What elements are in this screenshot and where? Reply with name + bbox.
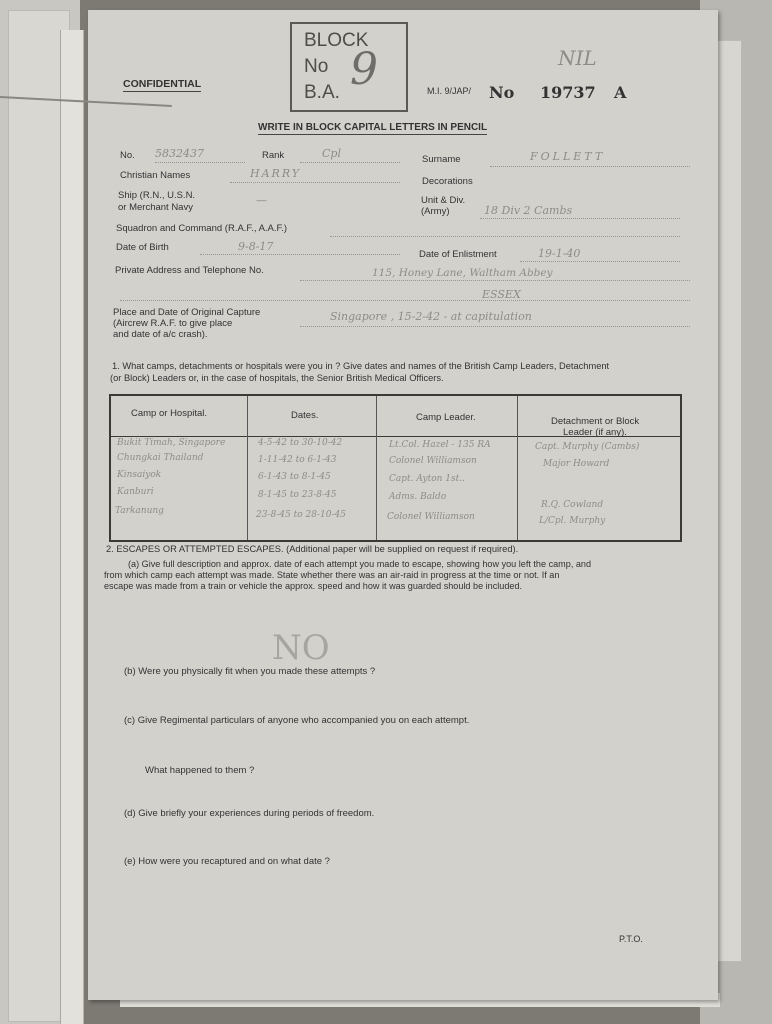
- form-reference: M.I. 9/JAP/: [427, 86, 472, 96]
- rank-label: Rank: [262, 150, 285, 161]
- no-value: 5832437: [155, 147, 204, 160]
- field-rule: [330, 236, 680, 237]
- stamp-line-block: BLOCK: [304, 30, 369, 51]
- capture-label-2: (Aircrew R.A.F. to give place: [113, 318, 233, 329]
- address-line-1: 115, Honey Lane, Waltham Abbey: [372, 267, 553, 279]
- christian-names-value: HARRY: [250, 167, 302, 180]
- stamp-line-no: No: [304, 56, 329, 77]
- table-cell: Capt. Murphy (Cambs): [535, 442, 640, 452]
- stamp-line-ba: B.A.: [304, 82, 340, 103]
- ship-label-2: or Merchant Navy: [118, 202, 193, 213]
- decorations-label: Decorations: [422, 176, 473, 187]
- dob-label: Date of Birth: [116, 242, 169, 253]
- rank-value: Cpl: [322, 147, 341, 160]
- table-cell: 1-11-42 to 6-1-43: [258, 455, 337, 465]
- christian-names-label: Christian Names: [120, 170, 191, 181]
- table-cell: 4-5-42 to 30-10-42: [258, 438, 343, 448]
- question-2d: (d) Give briefly your experiences during periods of freedom.: [124, 808, 375, 819]
- question-1-line-2: (or Block) Leaders or, in the case of hospitals, the Senior British Medical Officers.: [110, 373, 444, 383]
- table-cell: Kanburi: [117, 487, 154, 497]
- field-rule: [300, 326, 690, 327]
- stamp-number: 9: [350, 44, 378, 95]
- header-camp: Camp or Hospital.: [131, 408, 208, 419]
- question-1-line-1: 1. What camps, detachments or hospitals were you in ? Give dates and names of the British Camp Leaders, Detachment: [112, 361, 610, 371]
- ship-value: —: [256, 194, 267, 207]
- table-cell: Adms. Baldo: [389, 492, 447, 502]
- table-cell: Capt. Ayton 1st..: [389, 474, 465, 484]
- serial-suffix: A: [614, 83, 627, 102]
- instruction-heading: WRITE IN BLOCK CAPITAL LETTERS IN PENCIL: [258, 122, 488, 133]
- surname-label: Surname: [422, 154, 461, 165]
- pto-label: P.T.O.: [619, 934, 643, 944]
- column-divider: [517, 396, 518, 540]
- column-divider: [376, 396, 377, 540]
- question-2b: (b) Were you physically fit when you made these attempts ?: [124, 666, 376, 677]
- table-cell: 8-1-45 to 23-8-45: [258, 490, 337, 500]
- enlistment-value: 19-1-40: [538, 247, 581, 260]
- table-cell: Major Howard: [543, 459, 610, 469]
- capture-label-3: and date of a/c crash).: [113, 329, 208, 340]
- table-cell: Tarkanung: [115, 506, 164, 516]
- question-2c-followup: What happened to them ?: [145, 765, 255, 776]
- enlistment-label: Date of Enlistment: [419, 249, 497, 260]
- camps-table: [109, 394, 682, 542]
- serial-number: 19737: [540, 83, 596, 102]
- number-label: No: [489, 83, 515, 102]
- field-rule: [300, 162, 400, 163]
- unit-label-1: Unit & Div.: [421, 195, 466, 206]
- margin-note: NIL: [558, 46, 597, 70]
- question-2a-line-3: escape was made from a train or vehicle the approx. speed and how it was guarded should be included.: [104, 581, 523, 591]
- question-2-heading: 2. ESCAPES OR ATTEMPTED ESCAPES. (Additional paper will be supplied on request if required).: [106, 544, 519, 554]
- surname-value: FOLLETT: [530, 150, 606, 163]
- table-cell: Lt.Col. Hazel - 135 RA: [389, 440, 491, 450]
- header-camp-leader: Camp Leader.: [416, 412, 476, 423]
- field-rule: [230, 182, 400, 183]
- question-2a-line-2: from which camp each attempt was made. State whether there was an air-raid in progress at the time or not. If an: [104, 570, 560, 580]
- table-cell: Kinsaiyok: [117, 470, 162, 480]
- field-rule: [490, 166, 690, 167]
- unit-value: 18 Div 2 Cambs: [484, 204, 573, 217]
- table-cell: Chungkai Thailand: [117, 453, 204, 463]
- field-rule: [480, 218, 680, 219]
- dob-value: 9-8-17: [238, 240, 274, 253]
- field-rule: [520, 261, 680, 262]
- table-cell: 6-1-43 to 8-1-45: [258, 472, 331, 482]
- table-cell: R.Q. Cowland: [541, 500, 604, 510]
- capture-label-1: Place and Date of Original Capture: [113, 307, 261, 318]
- field-rule: [155, 162, 245, 163]
- field-rule: [120, 300, 690, 301]
- header-detachment-2: Leader (if any).: [563, 427, 627, 438]
- confidential-label: CONFIDENTIAL: [123, 78, 202, 90]
- column-divider: [247, 396, 248, 540]
- unit-label-2: (Army): [421, 206, 450, 217]
- question-2a-line-1: (a) Give full description and approx. date of each attempt you made to escape, showing how you left the camp, and: [128, 559, 592, 569]
- binder-spine: [60, 30, 84, 1024]
- table-cell: Colonel Williamson: [387, 512, 475, 522]
- table-cell: L/Cpl. Murphy: [539, 516, 606, 526]
- question-2c: (c) Give Regimental particulars of anyone who accompanied you on each attempt.: [124, 715, 470, 726]
- address-line-2: ESSEX: [482, 288, 521, 301]
- block-stamp: [290, 22, 408, 112]
- question-2e: (e) How were you recaptured and on what date ?: [124, 856, 330, 867]
- table-cell: Bukit Timah, Singapore: [117, 438, 226, 448]
- header-dates: Dates.: [291, 410, 319, 421]
- table-cell: 23-8-45 to 28-10-45: [256, 510, 346, 520]
- table-cell: Colonel Williamson: [389, 456, 477, 466]
- ship-label-1: Ship (R.N., U.S.N.: [118, 190, 196, 201]
- capture-value: Singapore , 15-2-42 - at capitulation: [330, 310, 532, 323]
- no-label: No.: [120, 150, 135, 161]
- field-rule: [200, 254, 400, 255]
- squadron-label: Squadron and Command (R.A.F., A.A.F.): [116, 223, 288, 234]
- address-label: Private Address and Telephone No.: [115, 265, 264, 276]
- field-rule: [300, 280, 690, 281]
- question-2a-answer: NO: [272, 628, 330, 668]
- header-detachment-1: Detachment or Block: [551, 416, 640, 427]
